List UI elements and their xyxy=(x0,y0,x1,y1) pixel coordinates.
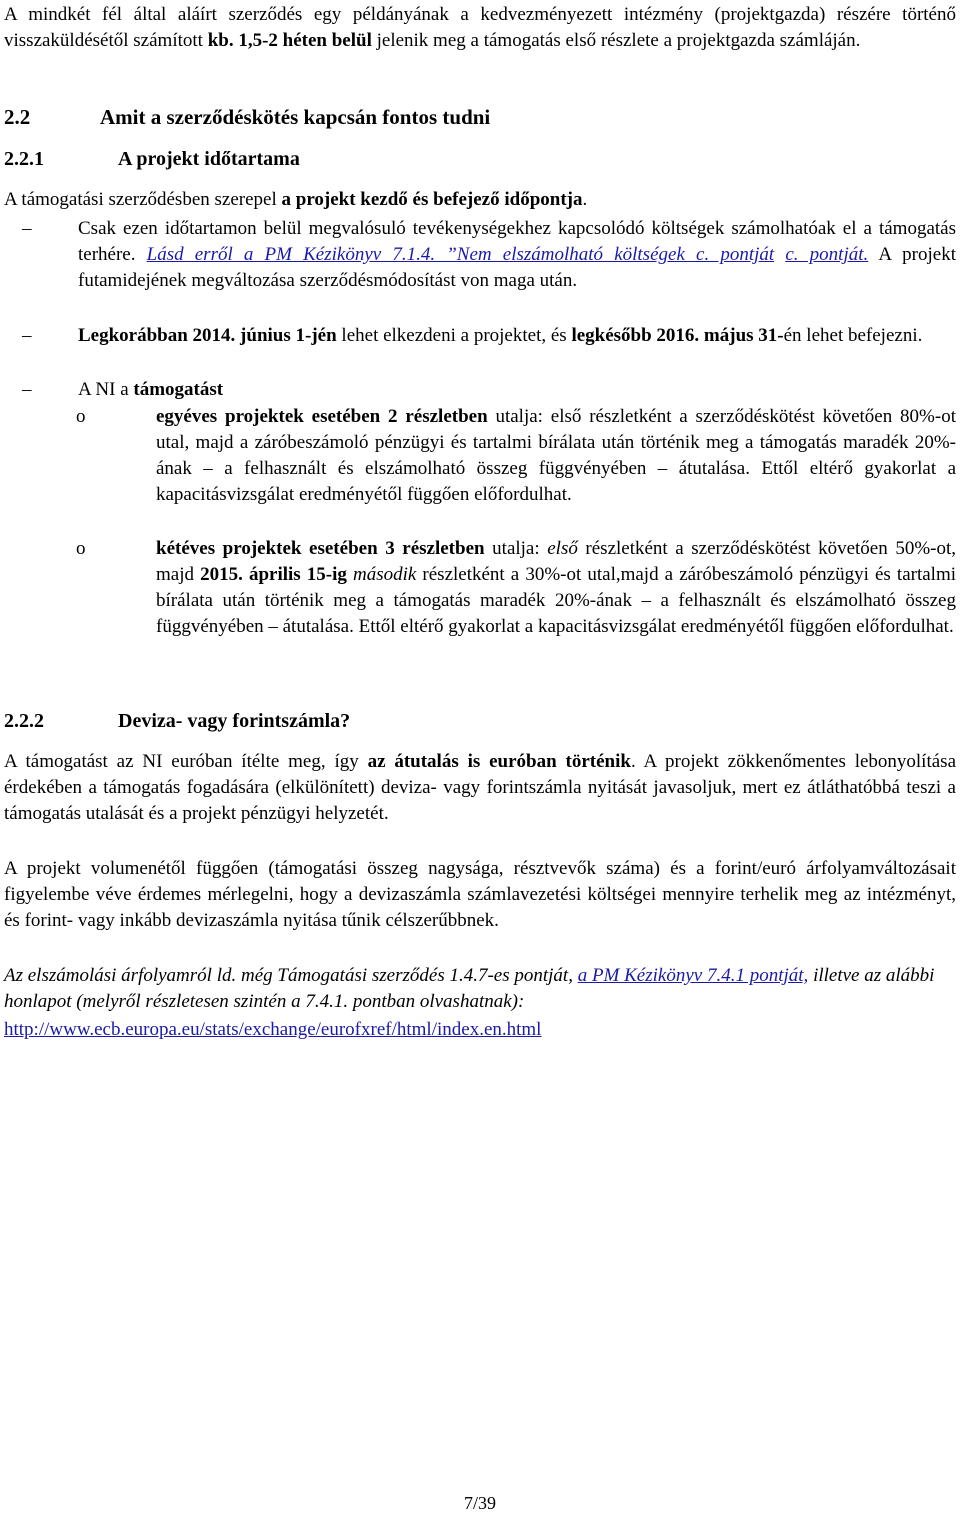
sub-item-bold: egyéves projektek esetében 2 részletben xyxy=(156,406,488,427)
sub-item-bold-2: 2015. április 15-ig xyxy=(200,564,347,585)
section-heading-2-2-1 xyxy=(4,146,300,172)
paragraph-text-end: . xyxy=(582,189,588,210)
sub-item-text-2: részletként a szerződéskötést követően 50%-ot, majd xyxy=(156,538,956,585)
paragraph-italic: Az elszámolási árfolyamról ld. még Támogatási szerződés 1.4.7-es pontját, xyxy=(4,965,578,986)
sub-item-italic-1: első xyxy=(547,538,578,559)
section-number: 2.2 xyxy=(4,105,31,129)
circle-bullet: o xyxy=(76,406,86,427)
section-heading-2-2 xyxy=(4,104,490,130)
intro-paragraph xyxy=(4,2,956,54)
sub-item-italic-2: második xyxy=(352,564,417,585)
duration-paragraph xyxy=(4,187,956,213)
dash-bold-2: legkésőbb 2016. május 31- xyxy=(571,325,784,346)
paragraph-bold: az átutalás is euróban történik xyxy=(367,751,631,772)
dash-text: A NI a xyxy=(78,379,134,400)
sub-item-bold: kétéves projektek esetében 3 részletben xyxy=(156,538,485,559)
paragraph-text-end: . A projekt zökkenőmentes lebonyolítása érdekében a támogatás fogadására (elkülönített) deviza- vagy forintszámla nyitását javasoljuk, mert ez átláthatóbbá teszi a támogatás utalását és a projekt pénzügyi helyzetét. xyxy=(4,751,956,824)
dash-item-text xyxy=(78,216,956,294)
intro-text: A mindkét fél által aláírt szerződés egy példányának a kedvezményezett intézmény (projektgazda) részére történő visszaküldésétől számított xyxy=(4,4,956,51)
dash-bullet: – xyxy=(22,325,32,346)
sub-item-1 xyxy=(76,404,956,508)
sub-item-body: utalja: első részletként a szerződéskötést követően 80%-ot utal, majd a záróbeszámoló pénzügyi és tartalmi bírálata után történik meg a támogatás maradék 20%-ának – a felhasznált és elszámolható összeg függvényében – átutalása. Ettől eltérő gyakorlat a kapacitásvizsgálat eredményétől függően előfordulhat. xyxy=(156,406,956,505)
pm-handbook-link-2[interactable]: c. pontját. xyxy=(785,244,869,265)
section-title: Amit a szerződéskötés kapcsán fontos tudni xyxy=(100,105,491,129)
paragraph-text: A támogatást az NI euróban ítélte meg, így xyxy=(4,751,368,772)
section-title: Deviza- vagy forintszámla? xyxy=(118,710,351,732)
dash-item-2 xyxy=(22,323,956,349)
dash-item-1 xyxy=(22,216,956,294)
dash-text: lehet elkezdeni a projektet, és xyxy=(336,325,572,346)
sub-item-text-1: utalja: xyxy=(484,538,548,559)
currency-paragraph-1 xyxy=(4,749,956,827)
ecb-url-link[interactable]: http://www.ecb.europa.eu/stats/exchange/eurofxref/html/index.en.html xyxy=(4,1019,542,1040)
section-number: 2.2.2 xyxy=(4,710,44,732)
intro-text-end: jelenik meg a támogatás első részlete a projektgazda számláján. xyxy=(371,30,861,51)
dash-item-text xyxy=(78,323,956,349)
dash-bold: Legkorábban 2014. június 1-jén xyxy=(78,325,337,346)
page-number: 7/39 xyxy=(463,1493,496,1513)
sub-item-text xyxy=(156,536,956,640)
dash-bold: támogatást xyxy=(133,379,224,400)
section-heading-2-2-2 xyxy=(4,708,350,734)
dash-bullet: – xyxy=(22,379,32,400)
paragraph-bold: a projekt kezdő és befejező időpontja xyxy=(281,189,583,210)
paragraph-italic-end: illetve az alábbi honlapot (melyről részletesen szintén a 7.4.1. pontban olvashatnak): xyxy=(4,965,935,1012)
ecb-url-paragraph xyxy=(4,1017,956,1043)
dash-item-3 xyxy=(22,377,956,403)
dash-bullet: – xyxy=(22,218,32,239)
sub-item-text xyxy=(156,404,956,508)
sub-item-text-3: részletként a 30%-ot utal,majd a záróbeszámoló pénzügyi és tartalmi bírálata után történik meg a támogatás maradék 20%-ának – a felhasznált és elszámolható összeg függvényében – átutalása. Ettől eltérő gyakorlat a kapacitásvizsgálat eredményétől függően előfordulhat. xyxy=(156,564,957,637)
dash-text-end: A projekt futamidejének megváltozása szerződésmódosítást von maga után. xyxy=(78,244,956,291)
pm-handbook-7-4-1-link[interactable]: a PM Kézikönyv 7.4.1 pontját, xyxy=(577,965,809,986)
dash-text-end: én lehet befejezni. xyxy=(783,325,923,346)
currency-paragraph-3 xyxy=(4,963,956,1015)
paragraph-text: A támogatási szerződésben szerepel xyxy=(4,189,282,210)
sub-item-2 xyxy=(76,536,956,640)
section-number: 2.2.1 xyxy=(4,148,44,170)
pm-handbook-link[interactable]: Lásd erről a PM Kézikönyv 7.1.4. ”Nem elszámolható költségek c. pontját xyxy=(146,244,775,265)
dash-text: Csak ezen időtartamon belül megvalósuló tevékenységekhez kapcsolódó költségek számolhatóak el a támogatás terhére. xyxy=(78,218,956,265)
currency-paragraph-2: A projekt volumenétől függően (támogatási összeg nagysága, résztvevők száma) és a forint/euró árfolyamváltozásait figyelembe véve érdemes mérlegelni, hogy a devizaszámla számlavezetési költségei mennyire terhelik meg az intézményt, és forint- vagy inkább devizaszámla nyitása tűnik célszerűbbnek. xyxy=(4,858,956,931)
intro-bold: kb. 1,5-2 héten belül xyxy=(207,30,372,51)
section-title: A projekt időtartama xyxy=(118,148,300,170)
circle-bullet: o xyxy=(76,538,86,559)
dash-item-text xyxy=(78,377,956,403)
